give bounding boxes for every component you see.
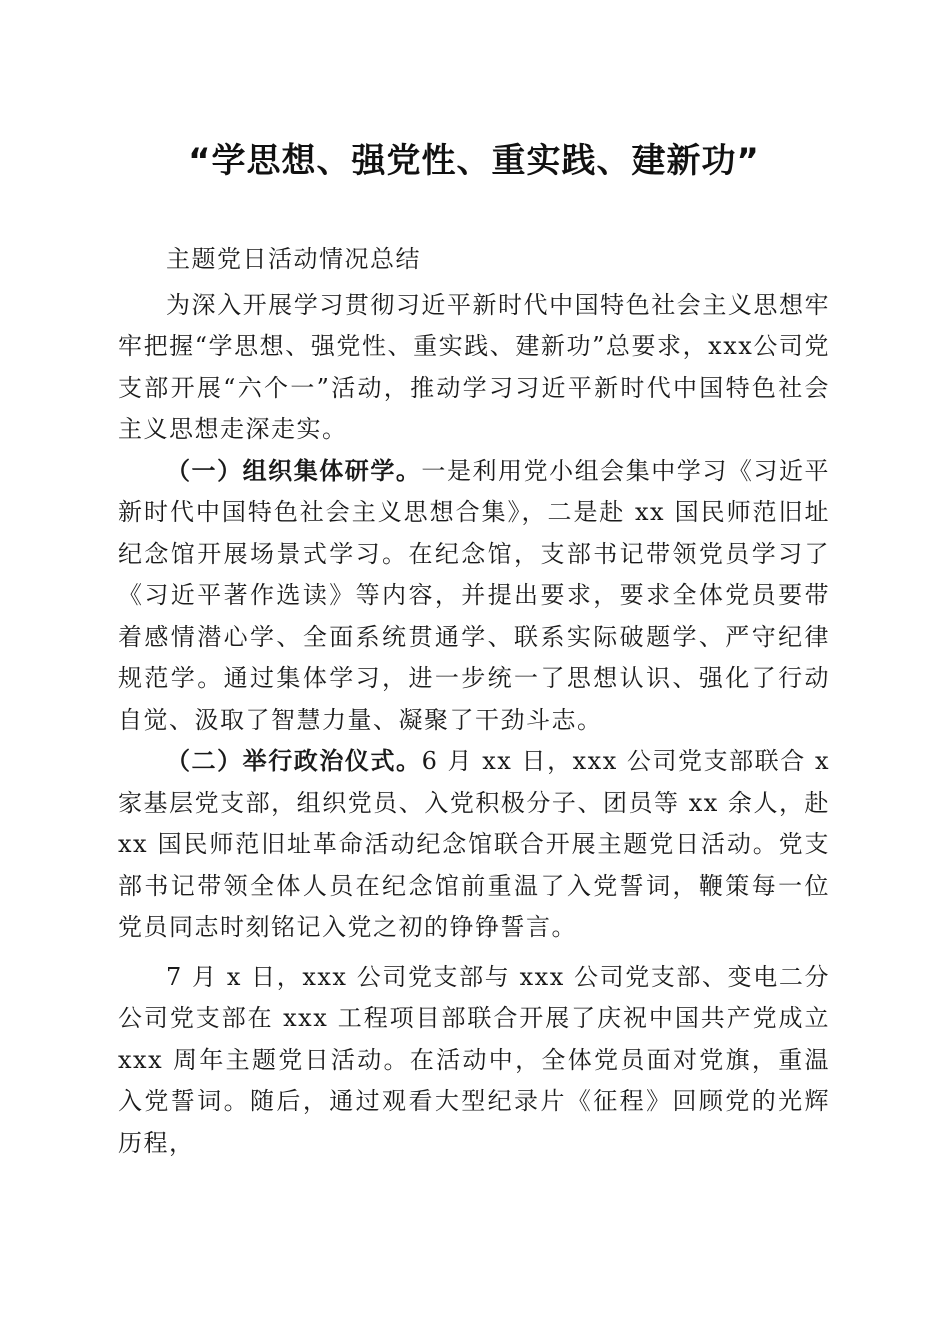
section-1-body: 一是利用党小组会集中学习《习近平新时代中国特色社会主义思想合集》，二是赴 xx 国民师范旧址纪念馆开展场景式学习。在纪念馆，支部书记带领党员学习了《习近平著作选读》等内容，并提出要求，要求全体党员要带着感情潜心学、全面系统贯通学、联系实际破题学、严守纪律规范学。通过集体学习，进一步统一了思想认识、强化了行动自觉、汲取了智慧力量、凝聚了干劲斗志。 (118, 456, 831, 734)
section-2-heading: （二）举行政治仪式。 (166, 747, 422, 775)
intro-paragraph: 为深入开展学习贯彻习近平新时代中国特色社会主义思想牢牢把握“学思想、强党性、重实践、建新功”总要求，xxx公司党支部开展“六个一”活动，推动学习习近平新时代中国特色社会主义思想走深走实。 (118, 290, 830, 443)
section-1-paragraph (118, 451, 830, 742)
section-2-body: 6 月 xx 日，xxx 公司党支部联合 x 家基层党支部，组织党员、入党积极分子、团员等 xx 余人，赴 xx 国民师范旧址革命活动纪念馆联合开展主题党日活动。党支部书记带领全体人员在纪念馆前重温了入党誓词，鞭策每一位党员同志时刻铭记入党之初的铮铮誓言。 (118, 747, 831, 941)
section-1-heading: （一）组织集体研学。 (166, 456, 422, 485)
paragraph-3: 7 月 x 日，xxx 公司党支部与 xxx 公司党支部、变电二分公司党支部在 xxx 工程项目部联合开展了庆祝中国共产党成立 xxx 周年主题党日活动。在活动中，全体党员面对党旗，重温入党誓词。随后，通过观看大型纪录片《征程》回顾党的光辉历程， (118, 962, 830, 1157)
document-subtitle: 主题党日活动情况总结 (166, 245, 421, 273)
document-page (118, 130, 830, 1164)
document-title: “学思想、强党性、重实践、建新功” (188, 141, 760, 181)
section-2-paragraph (118, 741, 830, 949)
